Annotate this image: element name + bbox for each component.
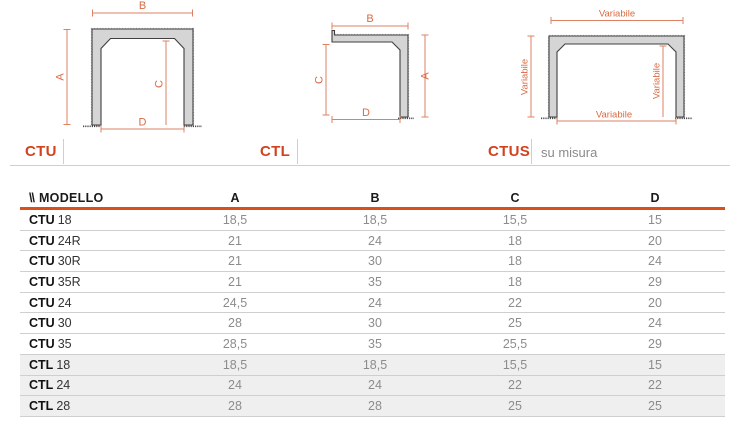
value-c: 18 [508, 254, 522, 269]
column-header-d: D [650, 191, 660, 205]
model-header-label: MODELLO [38, 191, 104, 205]
label-divider [63, 139, 64, 164]
model-series: CTU [29, 233, 55, 248]
value-b: 35 [368, 274, 382, 289]
value-d: 24 [648, 316, 662, 331]
value-a: 18,5 [222, 212, 248, 227]
model-column-header [20, 191, 165, 205]
section-divider [10, 165, 730, 166]
model-series: CTU [29, 295, 55, 310]
ctus-profile-diagram [505, 0, 720, 140]
ctl-shape [332, 31, 408, 118]
model-size: 24R [57, 233, 81, 248]
value-a: 21 [228, 254, 242, 269]
value-b: 28 [368, 399, 382, 414]
table-row [20, 313, 725, 334]
table-row [20, 293, 725, 314]
value-b: 24 [368, 295, 382, 310]
value-b: 18,5 [362, 357, 388, 372]
table-row [20, 355, 725, 376]
value-a: 21 [228, 274, 242, 289]
table-row [20, 251, 725, 272]
value-a: 24,5 [222, 295, 248, 310]
model-series: CTU [29, 316, 55, 331]
value-c: 18 [508, 233, 522, 248]
column-header-c: C [510, 191, 520, 205]
value-a: 24 [228, 378, 242, 393]
value-b: 24 [368, 378, 382, 393]
value-a: 21 [228, 233, 242, 248]
model-series: CTU [29, 336, 55, 351]
label-divider [297, 139, 298, 164]
ctus-dim-inner-label: Variabile [651, 62, 663, 100]
label-divider [531, 139, 532, 164]
value-a: 28 [228, 316, 242, 331]
value-d: 22 [648, 378, 662, 393]
ctu-dim-c-label: C [153, 80, 166, 88]
ctu-profile-diagram [55, 0, 205, 140]
model-size: 35 [57, 336, 72, 351]
value-d: 29 [648, 336, 662, 351]
table-header-row [20, 189, 725, 210]
model-series: CTU [29, 274, 55, 289]
dimensions-table [20, 189, 725, 417]
value-d: 20 [648, 295, 662, 310]
ctu-dim-d-label: D [138, 116, 147, 129]
ctl-dim-b-label: B [366, 13, 374, 25]
ctu-series-label: CTU [25, 143, 57, 160]
model-series: CTL [29, 378, 54, 393]
value-c: 22 [508, 295, 522, 310]
table-row [20, 272, 725, 293]
ctus-shape [549, 36, 684, 117]
model-series: CTL [29, 399, 54, 414]
model-size: 30R [57, 254, 81, 269]
table-row [20, 334, 725, 355]
value-c: 25,5 [502, 336, 528, 351]
ctl-series-label: CTL [260, 143, 291, 160]
column-header-b: B [370, 191, 380, 205]
value-a: 28,5 [222, 336, 248, 351]
ctus-dim-top-label: Variabile [598, 8, 636, 20]
value-c: 22 [508, 378, 522, 393]
value-b: 30 [368, 316, 382, 331]
ctus-dim-bottom-label: Variabile [595, 109, 633, 121]
value-d: 24 [648, 254, 662, 269]
slashes-icon: \\ [29, 191, 34, 205]
model-size: 24 [57, 295, 72, 310]
model-size: 18 [56, 357, 71, 372]
value-d: 15 [648, 212, 662, 227]
value-b: 24 [368, 233, 382, 248]
ctu-dim-b-label: B [138, 0, 147, 12]
ctl-dim-a-label: A [419, 72, 432, 80]
ctl-profile-diagram [300, 0, 450, 140]
value-b: 18,5 [362, 212, 388, 227]
ctus-series-label: CTUS [488, 143, 531, 160]
column-header-a: A [230, 191, 240, 205]
value-c: 18 [508, 274, 522, 289]
model-size: 18 [57, 212, 72, 227]
ctu-shape [92, 29, 193, 125]
value-a: 28 [228, 399, 242, 414]
ctl-dim-c-label: C [313, 76, 326, 84]
value-c: 25 [508, 316, 522, 331]
model-series: CTL [29, 357, 54, 372]
ctl-dim-d-label: D [362, 107, 370, 119]
value-c: 25 [508, 399, 522, 414]
value-d: 29 [648, 274, 662, 289]
model-size: 24 [56, 378, 71, 393]
value-c: 15,5 [502, 212, 528, 227]
ctus-note: su misura [541, 145, 598, 160]
table-row [20, 376, 725, 397]
table-row [20, 210, 725, 231]
table-row [20, 396, 725, 417]
ctus-dim-left-label: Variabile [519, 58, 531, 96]
value-d: 25 [648, 399, 662, 414]
model-size: 35R [57, 274, 81, 289]
value-d: 15 [648, 357, 662, 372]
model-series: CTU [29, 212, 55, 227]
model-size: 30 [57, 316, 72, 331]
model-size: 28 [56, 399, 71, 414]
value-b: 35 [368, 336, 382, 351]
model-series: CTU [29, 254, 55, 269]
value-b: 30 [368, 254, 382, 269]
value-c: 15,5 [502, 357, 528, 372]
value-d: 20 [648, 233, 662, 248]
table-row [20, 231, 725, 252]
ctu-dim-a-label: A [55, 73, 67, 81]
value-a: 18,5 [222, 357, 248, 372]
